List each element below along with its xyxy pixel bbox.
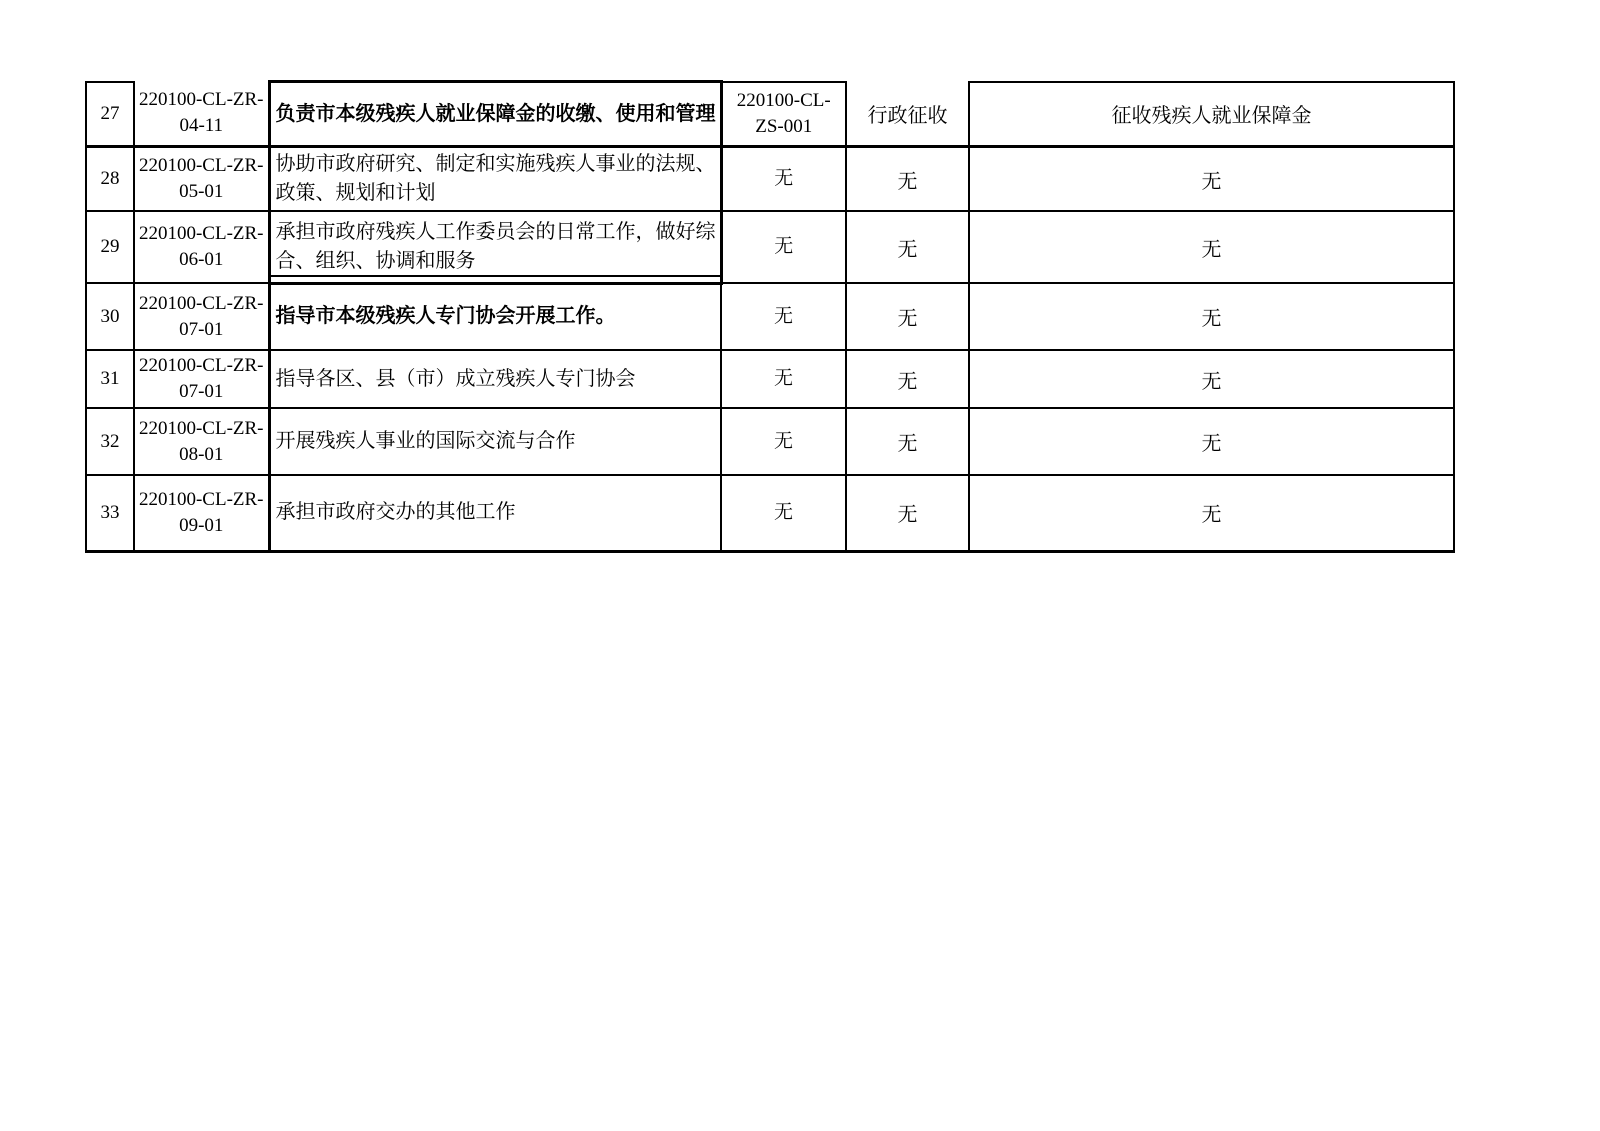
- service-type-cell: 无: [846, 350, 969, 408]
- service-code-cell: 无: [721, 283, 846, 350]
- table-row: [86, 283, 1454, 350]
- duty-code-cell: 220100-CL-ZR- 08-01: [134, 408, 269, 475]
- table-row: [86, 82, 1454, 147]
- row-number-cell: 29: [86, 211, 134, 283]
- service-type-cell: 无: [846, 283, 969, 350]
- service-code-cell: 无: [721, 350, 846, 408]
- service-item-cell: 无: [969, 147, 1454, 212]
- duty-description-cell: 承担市政府残疾人工作委员会的日常工作，做好综合、组织、协调和服务: [269, 211, 721, 283]
- duty-description-cell: 协助市政府研究、制定和实施残疾人事业的法规、政策、规划和计划: [269, 147, 721, 212]
- table-row: [86, 147, 1454, 212]
- duty-description-cell: 开展残疾人事业的国际交流与合作: [269, 408, 721, 475]
- duty-code-cell: 220100-CL-ZR- 04-11: [134, 82, 269, 147]
- service-code-cell: 无: [721, 147, 846, 212]
- duty-description-cell: 负责市本级残疾人就业保障金的收缴、使用和管理: [269, 82, 721, 147]
- service-code-cell: 无: [721, 475, 846, 551]
- service-code-cell: 220100-CL- ZS-001: [721, 82, 846, 147]
- row-number-cell: 30: [86, 283, 134, 350]
- row-number-cell: 31: [86, 350, 134, 408]
- service-code-cell: 无: [721, 408, 846, 475]
- service-type-cell: 无: [846, 408, 969, 475]
- service-type-cell: 无: [846, 147, 969, 212]
- duty-description-cell: 承担市政府交办的其他工作: [269, 475, 721, 551]
- row-number-cell: 28: [86, 147, 134, 212]
- row-number-cell: 32: [86, 408, 134, 475]
- duty-code-cell: 220100-CL-ZR- 06-01: [134, 211, 269, 283]
- service-code-cell: 无: [721, 211, 846, 283]
- duty-code-cell: 220100-CL-ZR- 07-01: [134, 283, 269, 350]
- service-item-cell: 无: [969, 408, 1454, 475]
- duty-table-body: [86, 82, 1454, 552]
- table-row: [86, 350, 1454, 408]
- duty-description-cell: 指导各区、县（市）成立残疾人专门协会: [269, 350, 721, 408]
- service-type-cell: 无: [846, 211, 969, 283]
- table-row: [86, 475, 1454, 551]
- service-item-cell: 无: [969, 475, 1454, 551]
- service-type-cell: 无: [846, 475, 969, 551]
- row-number-cell: 27: [86, 82, 134, 147]
- service-type-cell: 行政征收: [846, 82, 969, 147]
- duty-code-cell: 220100-CL-ZR- 09-01: [134, 475, 269, 551]
- duty-description-cell: 指导市本级残疾人专门协会开展工作。: [269, 283, 721, 350]
- service-item-cell: 无: [969, 283, 1454, 350]
- duty-code-cell: 220100-CL-ZR- 07-01: [134, 350, 269, 408]
- duty-table: [85, 80, 1455, 553]
- service-item-cell: 无: [969, 350, 1454, 408]
- service-item-cell: 征收残疾人就业保障金: [969, 82, 1454, 147]
- duty-code-cell: 220100-CL-ZR- 05-01: [134, 147, 269, 212]
- row-number-cell: 33: [86, 475, 134, 551]
- table-row: [86, 211, 1454, 283]
- table-row: [86, 408, 1454, 475]
- service-item-cell: 无: [969, 211, 1454, 283]
